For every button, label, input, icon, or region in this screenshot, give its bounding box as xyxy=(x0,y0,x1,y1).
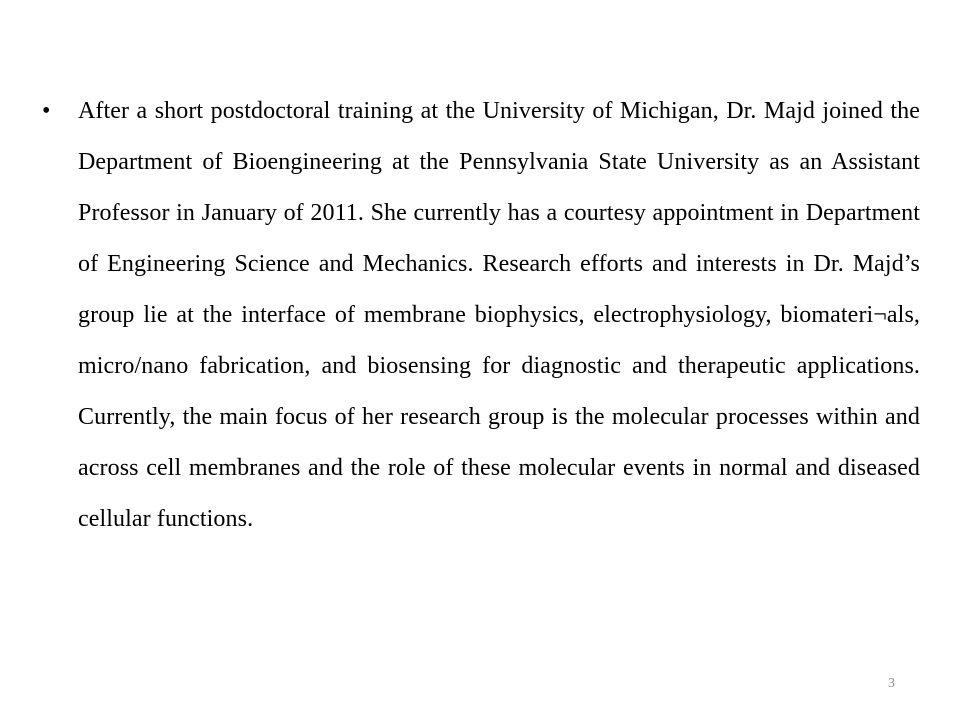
page-number: 3 xyxy=(888,676,895,691)
bullet-icon: • xyxy=(42,98,51,124)
bullet-text: After a short postdoctoral training at the University of Michigan, Dr. Majd joined the Department of Bioengineering at the Pennsylvania State University as an Assistant Professor in January of 2011. She currently has a courtesy appointment in Department of Engineering Science and Mechanics. Research efforts and interests in Dr. Majd’s group lie at the interface of membrane biophysics, electrophysiology, biomateri¬als, micro/nano fabrication, and biosensing for diagnostic and therapeutic applications. Currently, the main focus of her research group is the molecular processes within and across cell membranes and the role of these molecular events in normal and diseased cellular functions. xyxy=(78,98,920,532)
bullet-item xyxy=(40,86,920,545)
bullet-list xyxy=(40,86,920,545)
